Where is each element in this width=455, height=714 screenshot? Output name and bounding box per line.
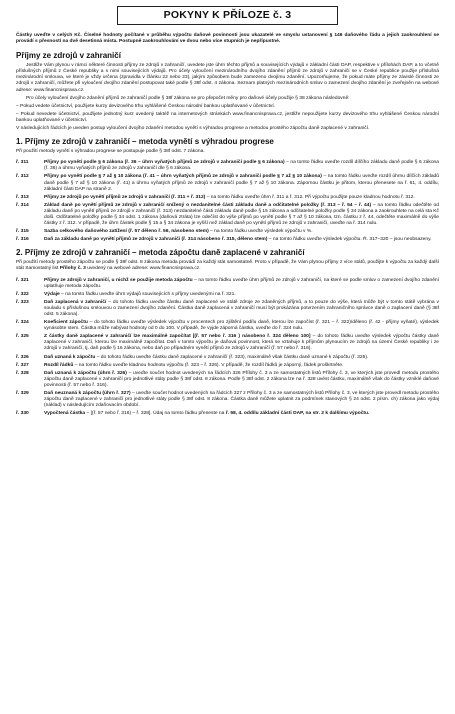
line-number: ř. 323 [16, 299, 29, 305]
line-lead: Výdaje [44, 291, 60, 297]
intro-text: Při použití metody prostého zápočtu se podle § 38f odst. 8 zákona metoda provádí za každý stát samostatně. Proto v případě, že Vám plynou příjmy z více států, použijte k výpočtu za každý další stát Samostatný list [16, 260, 439, 272]
line-lead: Daň uznaná k zápočtu (úhrn ř. 326) [44, 370, 127, 376]
page-title: POKYNY K PŘÍLOZE č. 3 [117, 6, 339, 25]
line-text [44, 174, 439, 192]
line-desc: – [(ř. 57 nebo ř. 316) – ř. 328]. Údaj na tomto řádku přeneste na [85, 411, 226, 417]
line-desc: – uveďte součet hodnot uvedených na řádcích 327 z Přílohy č. 3 a ze samostatných listů Přílohy č. 3, ve kterých jste provedl metodu prostého zápočtu daně zaplacené v zahraničí pro jednotlivé státy podle § 38f odst. 8 zákona. Částka daně můžete uplatnit za podmínek stanových § 24 odst. 2 písm. ch) zákona jako výdaj (náklad) v následujícím zdaňovacím období. [44, 391, 440, 409]
line-text [44, 203, 439, 227]
line-text [44, 371, 439, 389]
line-desc: – na tomto řádku uveďte rozdíl úhrnu dílčích základů daně podle § 7 až § 10 zákona (ř. 41) a úhrnu vyňatých příjmů ze zdrojů v zahraničí podle § 7 až § 10 zákona. Zápornou částku je přitom, kterou přenesete na ř. 61, 4. oddílu, základní části DAP na straně 2. [44, 174, 439, 192]
line-desc: – do tohoto řádku uveďte výsledek výpočtu částky daně zaplacené v zahraničí, kterou lze maximálně započítat. Daň v tomto výpočtu je daňová povinnost, která se vztahuje k příjmům plynoucím ze zdrojů na území České republiky i ze zdrojů v zahraničí, tj. daň podle § 16 zákona, nebo daň po případném vynětí příjmů ze zdrojů v zahraničí (ř. 57 nebo ř. 316). [44, 334, 440, 352]
line-text [44, 320, 439, 332]
line-text [44, 195, 439, 201]
line-desc: – na tomto řádku uveďte kladnou hodnotu výpočtu (ř. 323 – ř. 326). V případě, že rozdíl řádků je záporný, řádek proškrtněte. [73, 362, 344, 368]
line-item [16, 174, 439, 192]
line-desc: – na tomto řádku odečtěte od základu daně po vynětí příjmů ze zdrojů v zahraničí (ř. 313) nezdanitelné části základu daně podle § 15 zákona a odčitatelné položky podle § 34 zákona a zaokrouhlete na celá sta Kč dolů. Odčitatelné položky podle § 34 odst. 1 zákona (daňová ztráta) lze odečíst do výše příjmů po vynětí podle § 7 až § 10 zákona, tzn. částku z ř. 44, odečtěte maximálně do výše částky z ř. 312. V případě, že úhrn částek podle § 15 a § 34 zákona je vyšší než základ daně po vynětí příjmů ze zdrojů v zahraničí, uveďte na ř. 314 nulu. [44, 202, 439, 227]
line-text [44, 292, 439, 298]
line-item [16, 300, 439, 318]
line-lead: Daň uznaná k zápočtu [44, 354, 96, 360]
section-heading-zahranici: Příjmy ze zdrojů v zahraničí [16, 51, 121, 61]
paragraph: Pro účely vyloučení dvojího zdanění příjmů ze zahraničí podle § 38f zákona se pro přepočet měny pro daňové účely použije § 38 zákona následovně: [26, 95, 350, 101]
line-lead: Příjmy ze zdrojů po vynětí příjmů ze zdrojů v zahraničí (ř. 311 + ř. 312) [44, 194, 206, 200]
line-desc: – na tomto řádku uveďte úhrn výdajů souvisejících s příjmy uvedenými na ř. 321. [59, 291, 236, 297]
line-desc: – uveďte součet hodnot uvedených na řádcích 326 Přílohy č. 3 a ze samostatných listů Přílohy č. 3, ve kterých jste provedl metodu prostého zápočtu daně zaplacené v zahraničí pro jednotlivé státy podle § 38f odst. 8 zákona. Podle § 38f odst. 2 zákona lze na ř. 328 uvést částku, maximálně však do částky vzniklé daňové povinnosti (ř. 57 nebo ř. 316). [44, 370, 439, 388]
line-number: ř. 330 [16, 411, 29, 417]
row-list-vyneti [16, 160, 439, 243]
line-number: ř. 311 [16, 160, 29, 166]
line-text [44, 160, 439, 172]
line-lead: Z částky daně zaplacené v zahraničí lze maximálně započítat [(ř. 57 nebo ř. 316 ) násobeno ř. 324 děleno 100] [44, 334, 311, 340]
line-lead: Rozdíl řádků [44, 362, 74, 368]
line-item [16, 334, 439, 352]
line-number: ř. 314 [16, 202, 29, 208]
line-lead: Koeficient zápočtu [44, 320, 88, 326]
intro-text: uvedený na webové adrese: www.financnisprava.cz. [85, 266, 201, 272]
line-item [16, 320, 439, 332]
bullet-item: – Pokud nevedete účetnictví, použijete jednotný kurz uvedený taktéž na internetových stránkách www.financnisprava.cz, jestliže nepoužijete kurzy devizového trhu vyhlášené Českou národní bankou uplatňované v účetnictví. [16, 111, 439, 123]
line-item [16, 371, 439, 389]
line-desc: – na tomto řádku uveďte úhrn ř. 311 a ř. 312. Při výpočtu použijte pouze kladnou hodnotu ř. 312. [205, 194, 415, 200]
line-number: ř. 327 [16, 362, 29, 368]
line-desc: – do tohoto řádku uveďte částku daně zaplacené ve státě zdroje ze zdaněných příjmů, a to pouze do výše, která může být v tomto státě vybrána v souladu s příslušnou smlouvou o zamezení dvojího zdanění. Částka daně zaplacená v zahraničí musí být prokázána potvrzením zahraničního správce daně o zaplacení daně (§ 38f odst. 5 zákona). [44, 299, 439, 317]
line-lead: Vypočtená částka [44, 411, 86, 417]
line-number: ř. 312 [16, 174, 29, 180]
line-item [16, 160, 439, 172]
line-lead: Sazba celkového daňového zatížení (ř. 57 děleno ř. 56, násobeno stem) [44, 229, 209, 235]
line-item [16, 278, 439, 290]
line-number: ř. 328 [16, 370, 29, 376]
row-list-zapocet [16, 278, 439, 418]
line-desc: – na tomto řádku uveďte výsledek výpočtu v %. [208, 229, 313, 235]
line-item [16, 411, 439, 417]
line-number: ř. 321 [16, 277, 29, 283]
line-text [44, 278, 439, 290]
line-item [16, 203, 439, 227]
line-item [16, 363, 439, 369]
line-lead: Daň zaplacená v zahraničí [44, 299, 107, 305]
line-text [44, 334, 439, 352]
paragraph: Jestliže Vám plynou v rámci některé činnosti příjmy ze zdrojů v zahraničí, uvedete jste úhrn těchto příjmů a souvisejících výdajů v základní části DAP, respektive v přílohách DAP, a to včetně příslušných příjmů z České republiky a s nimi souvisejících výdajů. Pro účely vyloučení mezinárodního dvojího zdanění příjmů ze zdrojů v zahraničí se v České republice použije příslušná mezinárodní smlouva, ve které je vždy určena (zpravidla v článku 22 nebo 23), jakým způsobem bude zamezeno dvojímu zdanění. Upozorňujeme, že pokud máte příjmy ze závislé činnosti ze zdrojů v zahraničí, můžete při vyloučení dvojího zdanění postupovat také podle § 38f odst. 4 zákona. Seznam platných mezinárodních smluv o zamezení dvojího zdanění je zveřejněn na webové adrese: www.financnisprava.cz. [16, 63, 439, 93]
line-lead: Daň neuznaná k zápočtu (úhrn ř. 327) [44, 391, 131, 397]
section-intro: Při použití metody vynětí s výhradou progrese se postupuje podle § 38f odst. 7 zákona. [16, 149, 205, 155]
line-number: ř. 329 [16, 391, 29, 397]
line-lead: Příjmy ze zdrojů v zahraničí, u nichž se použije metoda zápočtu [44, 277, 193, 283]
paragraph: V následujících řádcích je uveden postup vyloučení dvojího zdanění metodou vynětí s výhradou progrese a metodou prostého zápočtu daně zaplacené v zahraničí. [16, 126, 370, 132]
line-desc: – na tomto řádku uveďte rozdíl dílčího základu daně podle § 6 zákona (ř. 36) a úhrnu vyňatých příjmů ze zdrojů v zahraničí dle § 6 zákona. [44, 160, 439, 172]
line-text [44, 237, 439, 243]
line-item [16, 391, 439, 409]
line-lead: Příjmy po vynětí podle § 7 až § 10 zákona (ř. 41 – úhrn vyňatých příjmů ze zdrojů v zahraničí podle § 7 až § 10 zákona) [44, 174, 322, 180]
line-number: ř. 324 [16, 320, 29, 326]
line-text [44, 391, 439, 409]
line-desc: – do tohoto řádku uveďte výsledek výpočtu v procentech pro zjištění podílu daně, kterou lze započíst (ř. 321 – ř. 322)/děleno (ř. 42 - příjmy vyňaté), výsledek vynásobte stem. Částka může nabývat hodnoty od 0 do 100. V případě, že vyjde záporná částka, uveďte do ř. 324 nulu. [44, 320, 439, 332]
title-box [16, 6, 439, 25]
line-desc: – na tomto řádku uveďte úhrn příjmů ze zdrojů v zahraničí, na které se podle smluv o zamezení dvojího zdanění uplatňuje metoda zápočtu. [44, 277, 440, 289]
intro-bold: Přílohy č. 3 [59, 266, 86, 272]
line-item [16, 355, 439, 361]
line-number: ř. 313 [16, 194, 29, 200]
line-text [44, 355, 439, 361]
line-number: ř. 316 [16, 237, 29, 243]
line-number: ř. 326 [16, 354, 29, 360]
line-lead: Základ daně po vynětí příjmů ze zdrojů v zahraničí snížený o nezdanitelné části základu daně a odčitatelné položky (ř. 313 – ř. 54 – ř. 44) [44, 202, 372, 208]
line-lead: Daň za základu daně po vynětí příjmů ze zdrojů v zahraničí (ř. 314 násobeno ř. 315, děleno stem) [44, 237, 268, 243]
line-lead: Příjmy po vynětí podle § 6 zákona (ř. 36 – úhrn vyňatých příjmů ze zdrojů v zahraničí podle § 6 zákona) [44, 160, 285, 166]
intro-paragraph: Částky uveďte v celých Kč. Číselné hodnoty počítané v průběhu výpočtu daňové povinnosti jsou ukazatelé ve smyslu ustanovení § 146 daňového řádu a jejich zaokrouhlení se provádí s přesností na dvě desetinná místa. Postupně zaokrouhlování ve dvou nebo více stupních je nepřípustné. [16, 33, 439, 45]
line-item [16, 292, 439, 298]
section-intro [16, 260, 439, 272]
section-heading-vyneti: 1. Příjmy ze zdrojů v zahraničí – metoda vynětí s výhradou progrese [16, 137, 274, 147]
line-desc: – do tohoto řádku uveďte částku daně zaplacené v zahraničí (ř. 323), maximálně však částku daně uznané k zápočtu (ř. 325). [95, 354, 369, 360]
line-item [16, 195, 439, 201]
line-text [44, 229, 439, 235]
line-text [44, 411, 439, 417]
line-number: ř. 325 [16, 334, 29, 340]
line-item [16, 237, 439, 243]
line-desc: – na tomto řádku uveďte výsledek výpočtu. Ř. 317–320 – jsou neobsazeny. [267, 237, 432, 243]
line-number: ř. 315 [16, 229, 29, 235]
line-text [44, 300, 439, 318]
section-heading-zapocet: 2. Příjmy ze zdrojů v zahraničí – metoda zápočtu daně zaplacené v zahraničí [16, 248, 305, 258]
line-item [16, 229, 439, 235]
bullet-item: – Pokud vedete účetnictví, použijete kurzy devizového trhu vyhlášené Českou národní bankou uplatňované v účetnictví. [16, 103, 276, 109]
line-tail: ř. 58, 4. oddílu základní části DAP, na str. 2 k dalšímu výpočtu. [225, 411, 370, 417]
line-number: ř. 322 [16, 291, 29, 297]
line-text [44, 363, 439, 369]
